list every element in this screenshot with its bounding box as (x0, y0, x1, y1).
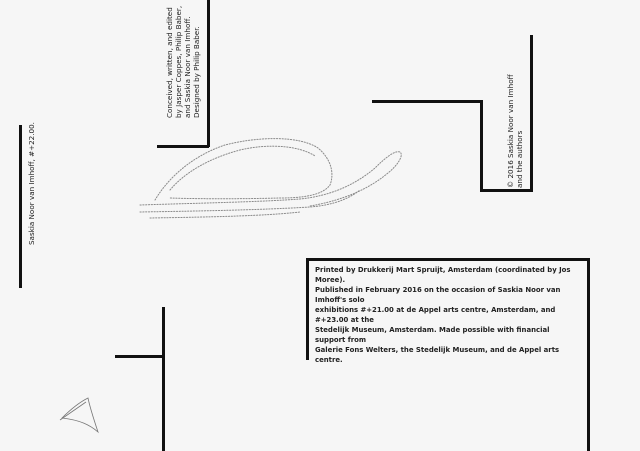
copyright-line-1: © 2016 Saskia Noor van Imhoff (506, 74, 515, 188)
copyright-line-2: and the authors (515, 130, 524, 188)
colophon-line-3: exhibitions #+21.00 at de Appel arts centre, Amsterdam, and #+23.00 at the (315, 306, 556, 324)
colophon-line-1: Printed by Drukkerij Mart Spruijt, Amsterdam (coordinated by Jos Moree). (315, 266, 571, 284)
colophon-line-2: Published in February 2016 on the occasion of Saskia Noor van Imhoff's solo (315, 286, 561, 304)
colophon-line-5: Galerie Fons Welters, the Stedelijk Museum, and de Appel arts centre. (315, 346, 560, 364)
credits-line-1: Conceived, written, and edited (165, 7, 174, 118)
colophon-line-4: Stedelijk Museum, Amsterdam. Made possible with financial support from (315, 326, 550, 344)
credits-line-3: and Saskia Noor van Imhoff. (183, 16, 192, 118)
artist-label: Saskia Noor van Imhoff, #+22.00. (27, 122, 36, 245)
small-sketch-stroke (60, 402, 86, 420)
credits-line-4: Designed by Philip Baber. (192, 26, 201, 118)
dotted-tail-base (150, 212, 300, 218)
dotted-body-outline (155, 139, 332, 200)
credits-line-2: by Jasper Coppes, Philip Baber, (174, 5, 183, 118)
dotted-body-inner (170, 146, 315, 190)
